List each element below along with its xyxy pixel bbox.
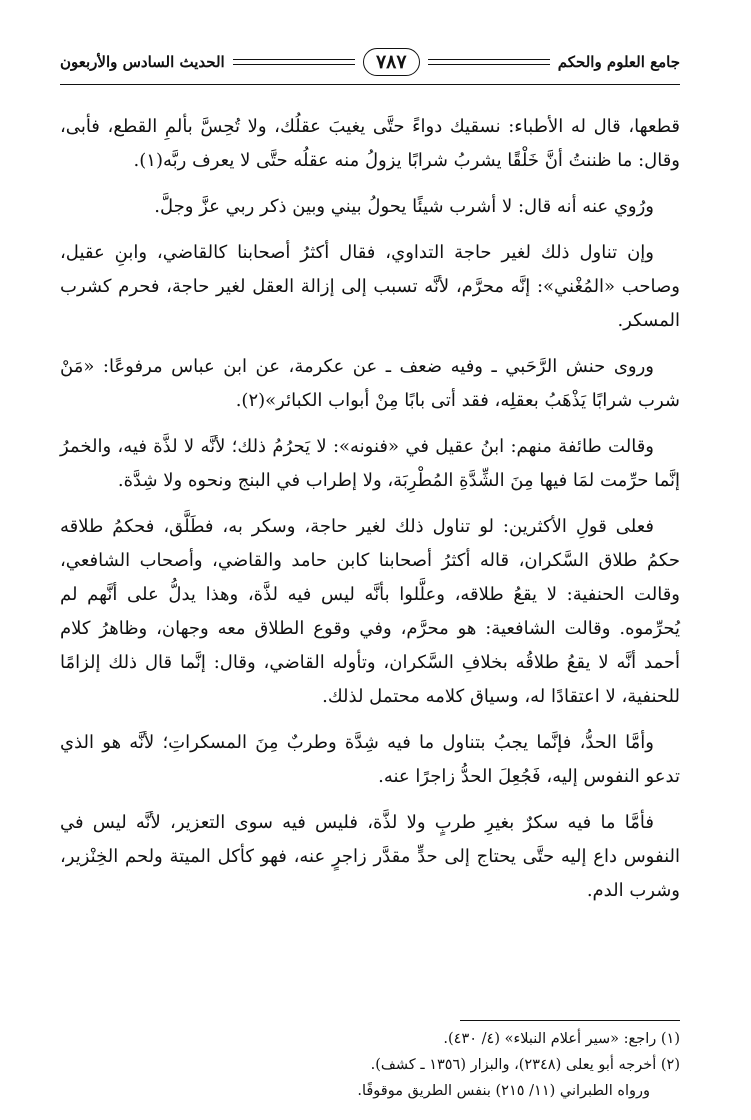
book-page <box>60 42 680 1102</box>
paragraph: وروى حنش الرَّحَبي ـ وفيه ضعف ـ عن عكرمة، عن ابن عباس مرفوعًا: «مَنْ شرب شرابًا يَذْهَبُ بعقلِه، فقد أتى بابًا مِنْ أبواب الكبائر»(٢). <box>60 356 680 411</box>
paragraph: قطعها، قال له الأطباء: نسقيك دواءً حتَّى يغيبَ عقلُك، ولا تُحِسَّ بألمِ القطع، فأبى، وقال: ما ظننتُ أنَّ خَلْقًا يشربُ شرابًا يزولُ منه عقلُه حتَّى لا يعرف ربَّه(١). <box>60 116 680 171</box>
header-divider <box>60 84 680 85</box>
book-title: جامع العلوم والحكم <box>557 53 680 71</box>
paragraph: فعلى قولِ الأكثرين: لو تناول ذلك لغير حاجة، وسكر به، فطَلَّق، فحكمُ طلاقه حكمُ طلاق السَّكران، قاله أكثرُ أصحابنا كابن حامد والقاضي، وأصحاب الشافعي، وقالت الحنفية: لا يقعُ طلاقه، وعلَّلوا بأنَّه ليس فيه لذَّة، وهذا يدلُّ على أنَّهم لم يُحرِّموه. وقالت الشافعية: هو محرَّم، وفي وقوع الطلاق معه وجهان، وظاهرُ كلام أحمد أنَّه لا يقعُ طلاقُه بخلافِ السَّكران، وتأوله القاضي، وقال: إنَّما قال ذلك إلزامًا للحنفية، لا اعتقادًا له، وسياق كلامه محتمل لذلك. <box>60 516 680 707</box>
paragraph: وإن تناول ذلك لغير حاجة التداوي، فقال أكثرُ أصحابنا كالقاضي، وابنِ عقيل، وصاحب «المُغْني»: إنَّه محرَّم، لأنَّه تسبب إلى إزالة العقل لغير حاجة، فحرم كشرب المسكر. <box>60 242 680 331</box>
main-text <box>60 110 680 920</box>
footnote: (١) راجع: «سير أعلام النبلاء» (٤/ ٤٣٠). <box>443 1031 680 1047</box>
footnotes <box>60 1026 680 1104</box>
header-ornament-rule <box>428 59 550 65</box>
page-number: ٧٨٧ <box>363 48 420 76</box>
paragraph: ورُوي عنه أنه قال: لا أشرب شيئًا يحولُ بيني وبين ذكر ربي عزَّ وجلَّ. <box>154 196 654 217</box>
footnote: (٢) أخرجه أبو يعلى (٢٣٤٨)، والبزار (١٣٥٦ ـ كشف). <box>370 1057 680 1073</box>
footnote-continuation: ورواه الطبراني (١١/ ٢١٥) بنفس الطريق موقوفًا. <box>357 1083 650 1099</box>
paragraph: وأمَّا الحدُّ، فإنَّما يجبُ بتناول ما فيه شِدَّة وطربٌ مِنَ المسكراتِ؛ لأنَّه هو الذي تدعو النفوس إليه، فَجُعِلَ الحدُّ زاجرًا عنه. <box>60 732 680 787</box>
chapter-title: الحديث السادس والأربعون <box>60 53 225 71</box>
paragraph: فأمَّا ما فيه سكرٌ بغيرِ طربٍ ولا لذَّة، فليس فيه سوى التعزير، لأنَّه ليس في النفوس داع إليه حتَّى يحتاج إلى حدٍّ مقدَّر زاجرٍ عنه، فهو كأكل الميتة ولحم الخِنْزير، وشرب الدم. <box>60 812 680 901</box>
footnote-divider <box>460 1020 680 1021</box>
header-ornament-rule <box>233 59 355 65</box>
running-header <box>60 42 680 82</box>
paragraph: وقالت طائفة منهم: ابنُ عقيل في «فنونه»: لا يَحرُمُ ذلك؛ لأنَّه لا لذَّة فيه، والخمرُ إنَّما حرِّمت لمَا فيها مِنَ الشِّدَّةِ المُطْرِبَة، ولا إطراب في البنج ونحوه ولا شِدَّة. <box>60 436 680 491</box>
